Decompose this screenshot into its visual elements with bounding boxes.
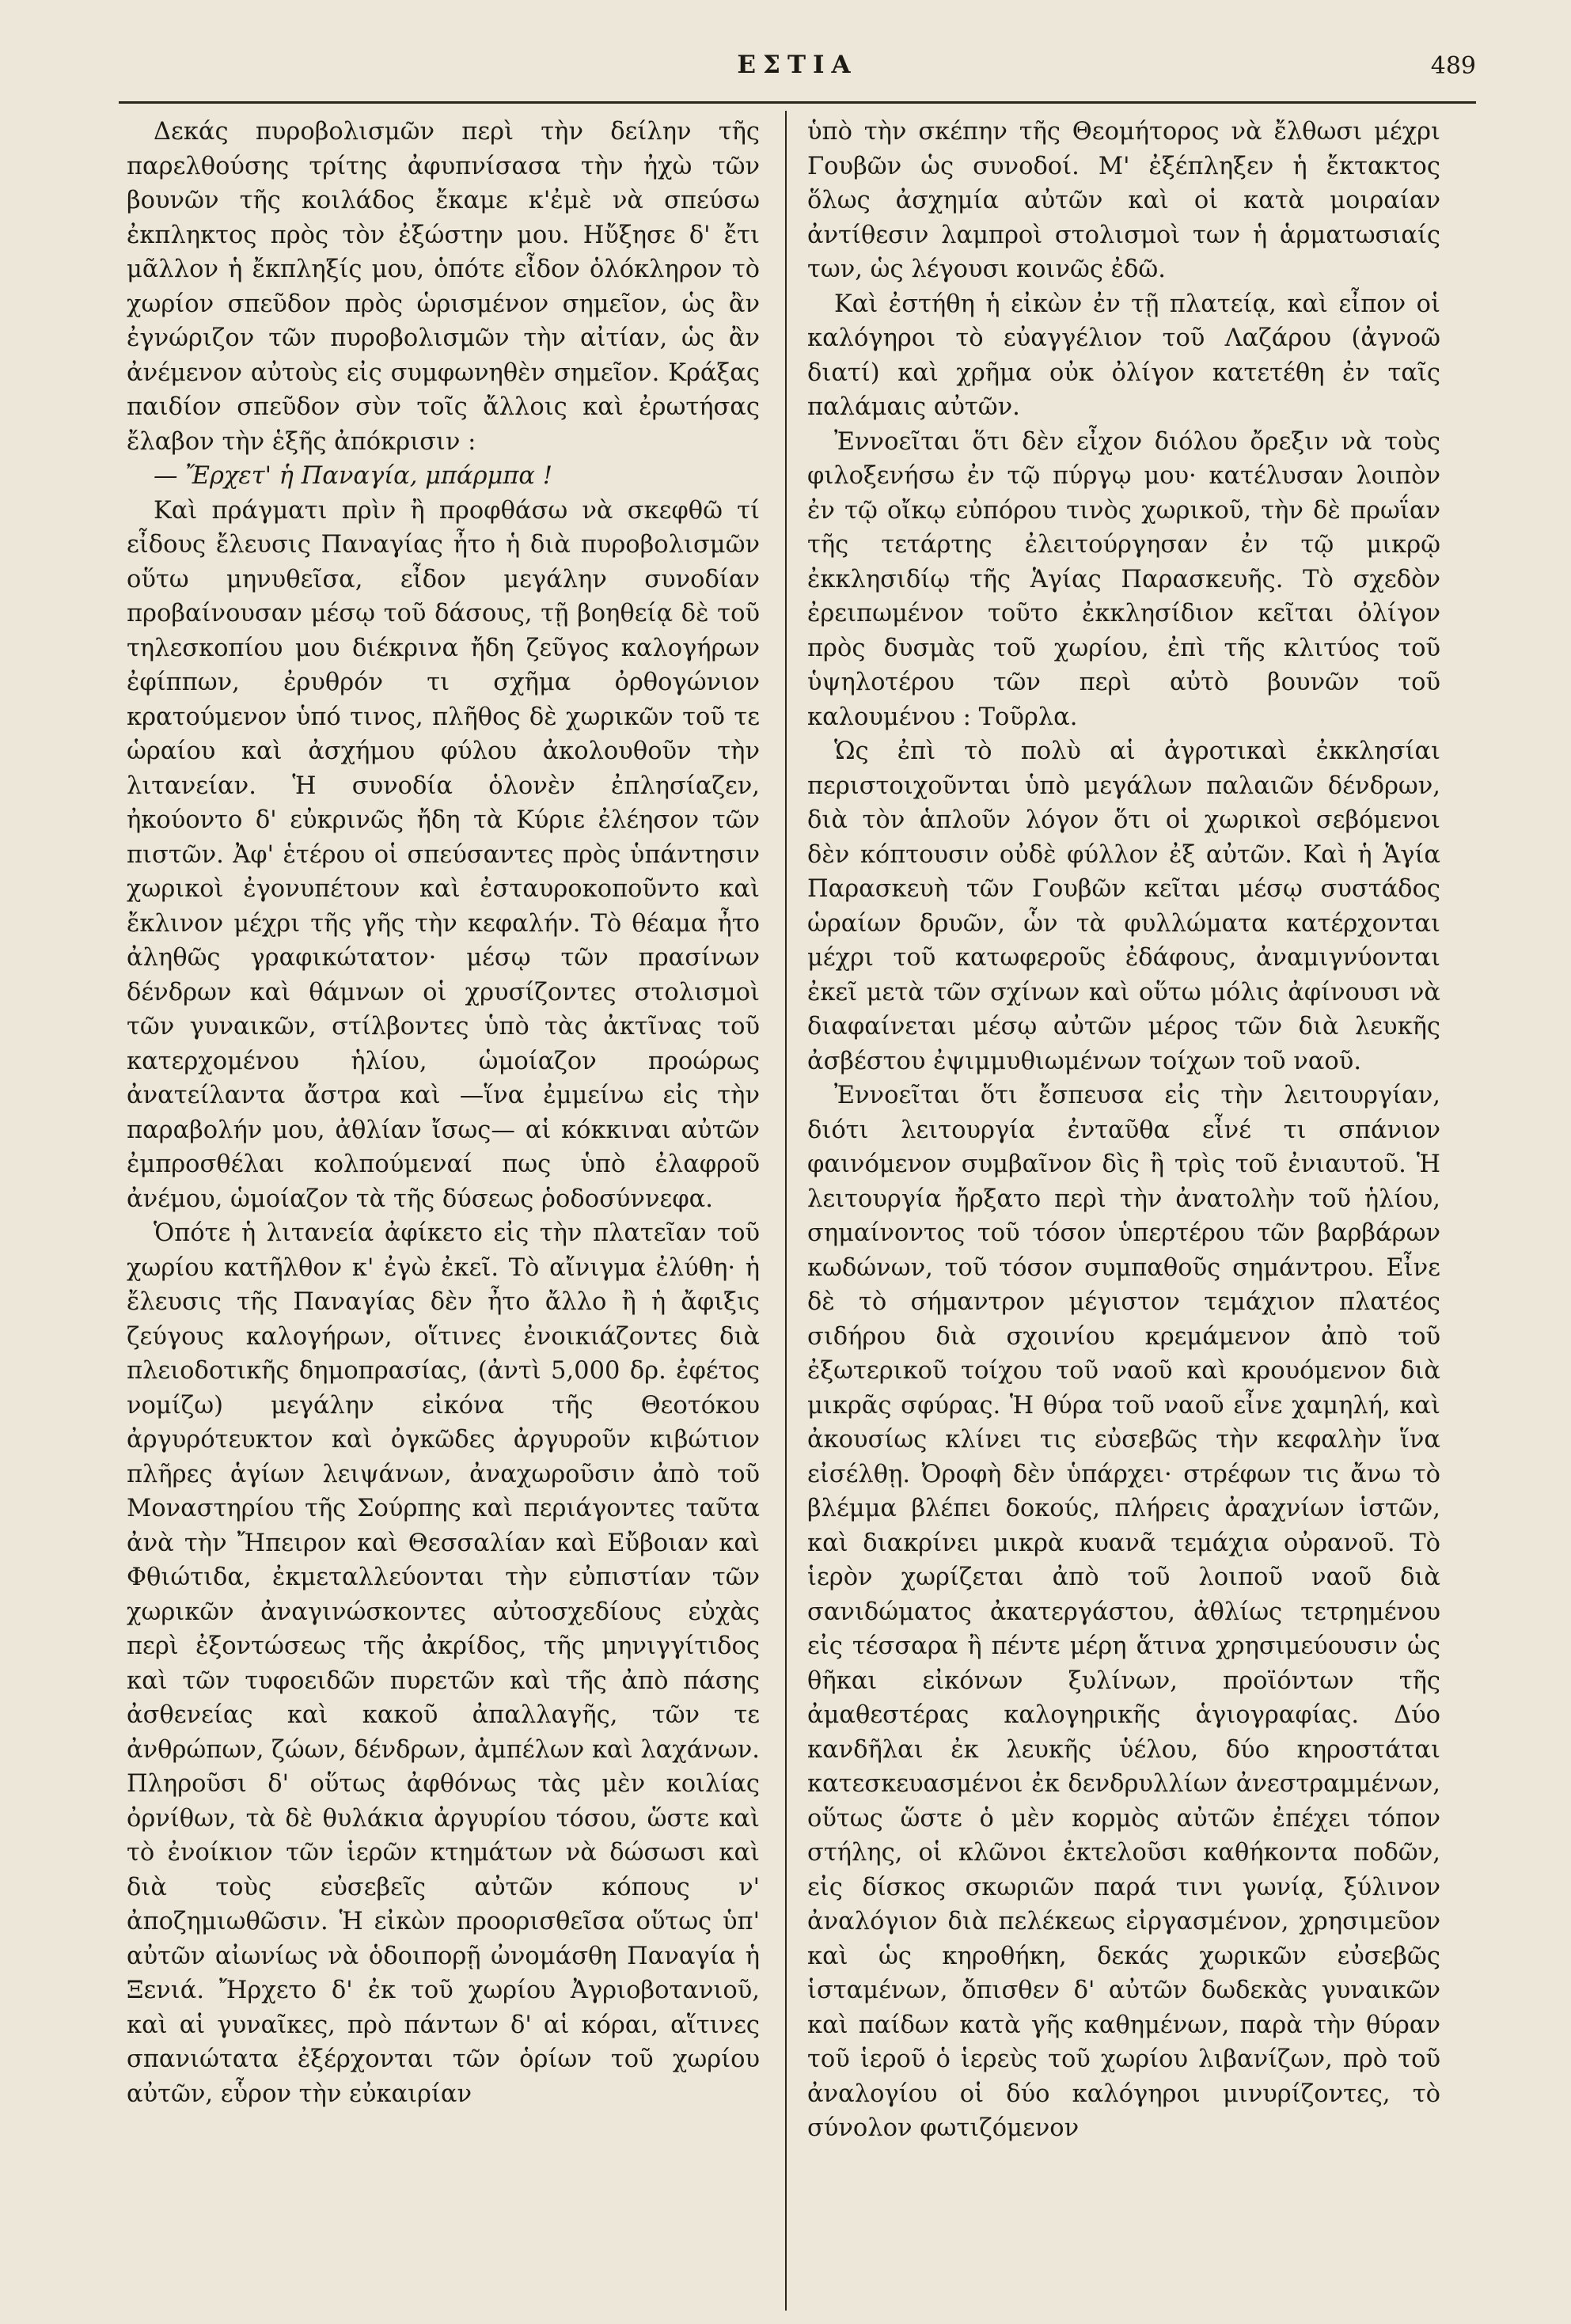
paragraph-continued: ὑπὸ τὴν σκέπην τῆς Θεομήτορος νὰ ἔλθωσι μέχρι Γουβῶν ὡς συνοδοί. Μ' ἐξέπληξεν ἡ ἔκτακτος ὅλως ἀσχημία αὐτῶν καὶ οἱ κατὰ μοιραίαν ἀντίθεσιν λαμπροὶ στολισμοὶ των ἡ ἁρματωσιαίς των, ὡς λέγουσι κοινῶς ἐδῶ. <box>807 118 1440 283</box>
running-title: ΕΣΤΙΑ <box>737 51 858 79</box>
right-column <box>807 115 1440 2311</box>
paragraph: Ἐννοεῖται ὅτι δὲν εἶχον διόλου ὄρεξιν νὰ τοὺς φιλοξενήσω ἐν τῷ πύργῳ μου· κατέλυσαν λοιπὸν ἐν τῷ οἴκῳ εὐπόρου τινὸς χωρικοῦ, τὴν δὲ πρωΐαν τῆς τετάρτης ἐλειτούργησαν ἐν τῷ μικρῷ ἐκκλησιδίῳ τῆς Ἁγίας Παρασκευῆς. Τὸ σχεδὸν ἐρειπωμένον τοῦτο ἐκκλησίδιον κεῖται ὀλίγον πρὸς δυσμὰς τοῦ χωρίου, ἐπὶ τῆς κλιτύος τοῦ ὑψηλοτέρου τῶν περὶ αὐτὸ βουνῶν τοῦ καλουμένου : Τοῦρλα. <box>807 427 1440 731</box>
paragraph: Καὶ ἐστήθη ἡ εἰκὼν ἐν τῇ πλατείᾳ, καὶ εἶπον οἱ καλόγηροι τὸ εὐαγγέλιον τοῦ Λαζάρου (ἀγνοῶ διατί) καὶ χρῆμα οὐκ ὀλίγον κατετέθη ἐν ταῖς παλάμαις αὐτῶν. <box>807 290 1440 421</box>
left-column <box>127 115 760 2311</box>
paragraph: Ὁπότε ἡ λιτανεία ἀφίκετο εἰς τὴν πλατεῖαν τοῦ χωρίου κατῆλθον κ' ἐγὼ ἐκεῖ. Τὸ αἴνιγμα ἐλύθη· ἡ ἔλευσις τῆς Παναγίας δὲν ἦτο ἄλλο ἢ ἡ ἄφιξις ζεύγους καλογήρων, οἵτινες ἐνοικιάζοντες διὰ πλειοδοτικῆς δημοπρασίας, (ἀντὶ 5,000 δρ. ἐφέτος νομίζω) μεγάλην εἰκόνα τῆς Θεοτόκου ἀργυρότευκτον καὶ ὀγκῶδες ἀργυροῦν κιβώτιον πλῆρες ἁγίων λειψάνων, ἀναχωροῦσιν ἀπὸ τοῦ Μοναστηρίου τῆς Σούρπης καὶ περιάγοντες ταῦτα ἀνὰ τὴν Ἤπειρον καὶ Θεσσαλίαν καὶ Εὔβοιαν καὶ Φθιώτιδα, ἐκμεταλλεύονται τὴν εὐπιστίαν τῶν χωρικῶν ἀναγινώσκοντες αὐτοσχεδίους εὐχὰς περὶ ἐξοντώσεως τῆς ἀκρίδος, τῆς μηνιγγίτιδος καὶ τῶν τυφοειδῶν πυρετῶν καὶ τῆς ἀπὸ πάσης ἀσθενείας καὶ κακοῦ ἀπαλλαγῆς, τῶν τε ἀνθρώπων, ζώων, δένδρων, ἀμπέλων καὶ λαχάνων. Πληροῦσι δ' οὕτως ἀφθόνως τὰς μὲν κοιλίας ὀρνίθων, τὰ δὲ θυλάκια ἀργυρίου τόσου, ὥστε καὶ τὸ ἐνοίκιον τῶν ἱερῶν κτημάτων νὰ δώσωσι καὶ διὰ τοὺς εὐσεβεῖς αὐτῶν κόπους ν' ἀποζημιωθῶσιν. Ἡ εἰκὼν προορισθεῖσα οὕτως ὑπ' αὐτῶν αἰωνίως νὰ ὁδοιπορῇ ὠνομάσθη Παναγία ἡ Ξενιά. Ἤρχετο δ' ἐκ τοῦ χωρίου Ἀγριοβοτανιοῦ, καὶ αἱ γυναῖκες, πρὸ πάντων δ' αἱ κόραι, αἵτινες σπανιώτατα ἐξέρχονται τῶν ὁρίων τοῦ χωρίου αὐτῶν, εὗρον τὴν εὐκαιρίαν <box>127 1219 760 2108</box>
quoted-exclamation: — Ἔρχετ' ἡ Παναγία, μπάρμπα ! <box>154 462 552 490</box>
paragraph: Καὶ πράγματι πρὶν ἢ προφθάσω νὰ σκεφθῶ τί εἶδους ἔλευσις Παναγίας ἦτο ἡ διὰ πυροβολισμῶν οὕτω μηνυθεῖσα, εἶδον μεγάλην συνοδίαν προβαίνουσαν μέσῳ τοῦ δάσους, τῇ βοηθείᾳ δὲ τοῦ τηλεσκοπίου μου διέκρινα ἤδη ζεῦγος καλογήρων ἐφίππων, ἐρυθρόν τι σχῆμα ὀρθογώνιον κρατούμενον ὑπό τινος, πλῆθος δὲ χωρικῶν τοῦ τε ὡραίου καὶ ἀσχήμου φύλου ἀκολουθοῦν τὴν λιτανείαν. Ἡ συνοδία ὁλονὲν ἐπλησίαζεν, ἠκούοντο δ' εὐκρινῶς ἤδη τὰ Κύριε ἐλέησον τῶν πιστῶν. Ἀφ' ἑτέρου οἱ σπεύσαντες πρὸς ὑπάντησιν χωρικοὶ ἐγονυπέτουν καὶ ἐσταυροκοποῦντο καὶ ἔκλινον μέχρι τῆς γῆς τὴν κεφαλήν. Τὸ θέαμα ἦτο ἀληθῶς γραφικώτατον· μέσῳ τῶν πρασίνων δένδρων καὶ θάμνων οἱ χρυσίζοντες στολισμοὶ τῶν γυναικῶν, στίλβοντες ὑπὸ τὰς ἀκτῖνας τοῦ κατερχομένου ἡλίου, ὡμοίαζον προώρως ἀνατείλαντα ἄστρα καὶ —ἵνα ἐμμείνω εἰς τὴν παραβολήν μου, ἀθλίαν ἴσως— αἱ κόκκιναι αὐτῶν ἐμπροσθέλαι κολπούμεναί πως ὑπὸ ἐλαφροῦ ἀνέμου, ὡμοίαζον τὰ τῆς δύσεως ῥοδοσύννεφα. <box>127 496 760 1213</box>
page-number: 489 <box>1430 52 1476 80</box>
page-header <box>119 41 1476 97</box>
paragraph: Ἐννοεῖται ὅτι ἔσπευσα εἰς τὴν λειτουργίαν, διότι λειτουργία ἐνταῦθα εἶνέ τι σπάνιον φαινόμενον συμβαῖνον δὶς ἢ τρὶς τοῦ ἐνιαυτοῦ. Ἡ λειτουργία ἤρξατο περὶ τὴν ἀνατολὴν τοῦ ἡλίου, σημαίνοντος τοῦ τόσον ὑπερτέρου τῶν βαρβάρων κωδώνων, τοῦ τόσον συμπαθοῦς σημάντρου. Εἶνε δὲ τὸ σήμαντρον μέγιστον τεμάχιον πλατέος σιδήρου διὰ σχοινίου κρεμάμενον ἀπὸ τοῦ ἐξωτερικοῦ τοίχου τοῦ ναοῦ καὶ κρουόμενον διὰ μικρᾶς σφύρας. Ἡ θύρα τοῦ ναοῦ εἶνε χαμηλή, καὶ ἀκουσίως κλίνει τις εὐσεβῶς τὴν κεφαλὴν ἵνα εἰσέλθῃ. Ὀροφὴ δὲν ὑπάρχει· στρέφων τις ἄνω τὸ βλέμμα βλέπει δοκούς, πλήρεις ἀραχνίων ἱστῶν, καὶ διακρίνει μικρὰ κυανᾶ τεμάχια οὐρανοῦ. Τὸ ἱερὸν χωρίζεται ἀπὸ τοῦ λοιποῦ ναοῦ διὰ σανιδώματος ἀκατεργάστου, ἀθλίως τετρημένου εἰς τέσσαρα ἢ πέντε μέρη ἅτινα χρησιμεύουσιν ὡς θῆκαι εἰκόνων ξυλίνων, προϊόντων τῆς ἀμαθεστέρας καλογηρικῆς ἁγιογραφίας. Δύο κανδῆλαι ἐκ λευκῆς ὑέλου, δύο κηροστάται κατεσκευασμένοι ἐκ δενδρυλλίων ἀνεστραμμένων, οὕτως ὥστε ὁ μὲν κορμὸς αὐτῶν ἐπέχει τόπον στήλης, οἱ κλῶνοι ἐκτελοῦσι καθήκοντα ποδῶν, εἰς δίσκος σκωριῶν παρά τινι γωνίᾳ, ξύλινον ἀναλόγιον διὰ πελέκεως εἰργασμένον, χρησιμεῦον καὶ ὡς κηροθήκη, δεκάς χωρικῶν εὐσεβῶς ἱσταμένων, ὄπισθεν δ' αὐτῶν δωδεκὰς γυναικῶν καὶ παίδων κατὰ γῆς καθημένων, παρὰ τὴν θύραν τοῦ ἱεροῦ ὁ ἱερεὺς τοῦ χωρίου λιβανίζων, πρὸ τοῦ ἀναλογίου οἱ δύο καλόγηροι μινυρίζοντες, τὸ σύνολον φωτιζόμενον <box>807 1082 1440 2142</box>
paragraph: Ὡς ἐπὶ τὸ πολὺ αἱ ἀγροτικαὶ ἐκκλησίαι περιστοιχοῦνται ὑπὸ μεγάλων παλαιῶν δένδρων, διὰ τὸν ἁπλοῦν λόγον ὅτι οἱ χωρικοὶ σεβόμενοι δὲν κόπτουσιν οὐδὲ φύλλον ἐξ αὐτῶν. Καὶ ἡ Ἁγία Παρασκευὴ τῶν Γουβῶν κεῖται μέσῳ συστάδος ὡραίων δρυῶν, ὧν τὰ φυλλώματα κατέρχονται μέχρι τοῦ κατωφεροῦς ἐδάφους, ἀναμιγνύονται ἐκεῖ μετὰ τῶν σχίνων καὶ οὕτω μόλις ἀφίνουσι νὰ διαφαίνεται μέσῳ αὐτῶν μέρος τῶν διὰ λευκῆς ἀσβέστου ἐψιμμυθιωμένων τοίχων τοῦ ναοῦ. <box>807 737 1440 1075</box>
column-divider <box>785 111 787 2311</box>
header-rule <box>119 101 1476 104</box>
paragraph: Δεκάς πυροβολισμῶν περὶ τὴν δείλην τῆς παρελθούσης τρίτης ἀφυπνίσασα τὴν ἠχὼ τῶν βουνῶν τῆς κοιλάδος ἔκαμε κ'ἐμὲ νὰ σπεύσω ἐκπληκτος πρὸς τὸν ἐξώστην μου. Ηὔξησε δ' ἔτι μᾶλλον ἡ ἔκπληξίς μου, ὁπότε εἶδον ὁλόκληρον τὸ χωρίον σπεῦδον πρὸς ὡρισμένον σημεῖον, ὡς ἂν ἐγνώριζον τῶν πυροβολισμῶν τὴν αἰτίαν, ὡς ἂν ἀνέμενον αὐτοὺς εἰς συμφωνηθὲν σημεῖον. Κράξας παιδίον σπεῦδον σὺν τοῖς ἄλλοις καὶ ἐρωτήσας ἔλαβον τὴν ἑξῆς ἀπόκρισιν : <box>127 118 760 456</box>
